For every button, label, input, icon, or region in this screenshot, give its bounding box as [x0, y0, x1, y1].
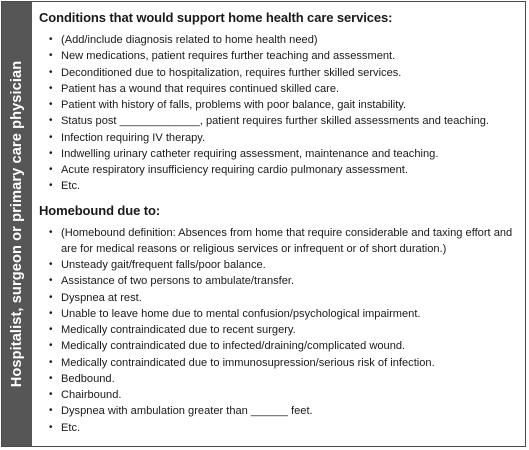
info-box [1, 1, 526, 447]
bullet-icon: • [49, 389, 53, 400]
list-item: • Chairbound. [39, 387, 521, 403]
list-item: • New medications, patient requires further teaching and assessment. [39, 48, 521, 64]
bullet-icon: • [49, 66, 53, 78]
list-item: • Patient has a wound that requires continued skilled care. [39, 81, 521, 97]
list-item: • Status post _____________, patient requires further skilled assessments and teaching. [39, 113, 521, 129]
bullet-icon: • [49, 275, 53, 287]
sidebar-label: Hospitalist, surgeon or primary care physician [9, 60, 25, 388]
bullet-icon: • [49, 50, 53, 62]
bullet-icon: • [49, 34, 53, 45]
sidebar [2, 2, 32, 446]
bullet-icon: • [49, 164, 53, 175]
bullet-icon: • [49, 99, 53, 110]
list-item: • Dyspnea with ambulation greater than ______ feet. [39, 403, 521, 419]
list-item: • Medically contraindicated due to immunosupression/serious risk of infection. [39, 355, 521, 371]
bullet-icon: • [49, 340, 53, 352]
list-item: • Unable to leave home due to mental confusion/psychological impairment. [39, 306, 521, 322]
bullet-icon: • [49, 147, 53, 159]
bullet-icon: • [49, 115, 53, 127]
bullet-icon: • [49, 131, 53, 143]
list-item: • Deconditioned due to hospitalization, requires further skilled services. [39, 65, 521, 81]
bullet-icon: • [49, 180, 53, 192]
list-item: • Medically contraindicated due to recent surgery. [39, 322, 521, 338]
bullet-icon: • [49, 226, 53, 238]
section-heading-homebound: Homebound due to: [39, 202, 161, 218]
list-item: • (Homebound definition: Absences from home that require considerable and taxing effort and are for medical reasons or religious services or infrequent or of short duration.) [49, 226, 516, 255]
list-item: • Unsteady gait/frequent falls/poor balance. [39, 257, 521, 273]
bullet-icon: • [49, 291, 53, 303]
list-item: • Infection requiring IV therapy. [39, 130, 521, 146]
bullet-icon: • [49, 259, 53, 270]
list-item: • Etc. [39, 178, 521, 194]
section-heading-conditions: Conditions that would support home health care services: [39, 10, 393, 25]
content [39, 10, 521, 436]
list-item: • Patient with history of falls, problems with poor balance, gait instability. [39, 97, 521, 113]
list-item: • Bedbound. [39, 371, 521, 387]
list-item: • Medically contraindicated due to infected/draining/complicated wound. [39, 338, 521, 354]
bullet-icon: • [49, 372, 53, 384]
list-item: • (Add/include diagnosis related to home health need) [39, 32, 521, 48]
bullet-icon: • [49, 421, 53, 433]
list-item: • Indwelling urinary catheter requiring assessment, maintenance and teaching. [39, 146, 521, 162]
bullet-icon: • [49, 356, 53, 368]
bullet-icon: • [49, 324, 53, 335]
list-item: • Dyspnea at rest. [39, 290, 521, 306]
list-item: • Acute respiratory insufficiency requiring cardio pulmonary assessment. [39, 162, 521, 178]
list-item: • Etc. [39, 420, 521, 436]
bullet-icon: • [49, 307, 53, 319]
bullet-icon: • [49, 405, 53, 417]
list-item: • Assistance of two persons to ambulate/transfer. [39, 273, 521, 289]
homebound-list [39, 225, 521, 436]
bullet-icon: • [49, 82, 53, 94]
conditions-list [39, 32, 521, 195]
